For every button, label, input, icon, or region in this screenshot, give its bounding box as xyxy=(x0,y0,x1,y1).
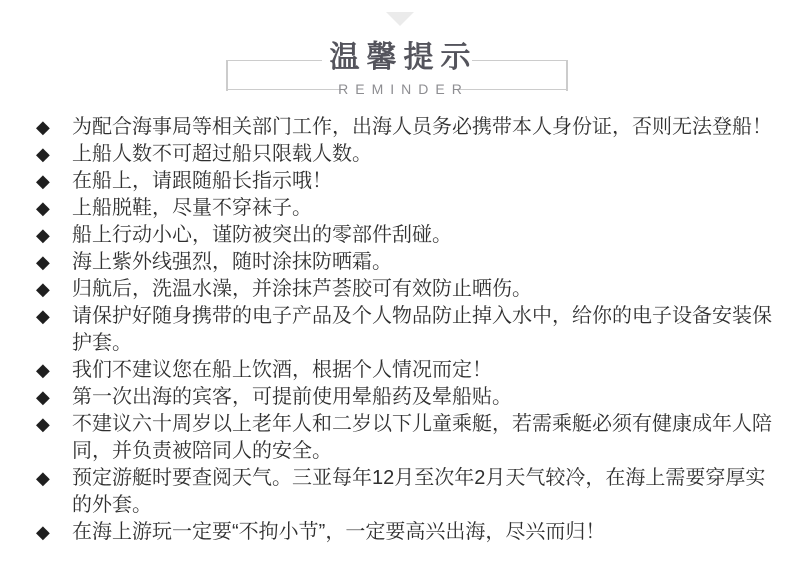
down-triangle-icon xyxy=(386,12,414,26)
list-item xyxy=(36,384,774,411)
tip-text: 第一次出海的宾客，可提前使用晕船药及晕船贴。 xyxy=(72,386,512,408)
diamond-bullet-icon: ◆ xyxy=(36,252,50,272)
tip-text: 不建议六十周岁以上老年人和二岁以下儿童乘艇，若需乘艇必须有健康成年人陪同，并负责被陪同人的安全。 xyxy=(72,413,772,462)
tip-text: 请保护好随身携带的电子产品及个人物品防止掉入水中，给你的电子设备安装保护套。 xyxy=(72,305,772,354)
header xyxy=(0,0,800,104)
tip-text: 在船上，请跟随船长指示哦！ xyxy=(72,170,332,192)
tip-text: 预定游艇时要查阅天气。三亚每年12月至次年2月天气较冷，在海上需要穿厚实的外套。 xyxy=(72,467,766,516)
list-item xyxy=(36,303,774,357)
list-item xyxy=(36,222,774,249)
list-item xyxy=(36,411,774,465)
list-item xyxy=(36,195,774,222)
diamond-bullet-icon: ◆ xyxy=(36,117,50,137)
page-title: 温馨提示 xyxy=(329,41,478,74)
list-item xyxy=(36,114,774,141)
tip-text: 为配合海事局等相关部门工作，出海人员务必携带本人身份证，否则无法登船！ xyxy=(72,116,772,138)
list-item xyxy=(36,168,774,195)
tip-text: 在海上游玩一定要“不拘小节”，一定要高兴出海，尽兴而归！ xyxy=(72,521,606,543)
tip-text: 上船人数不可超过船只限载人数。 xyxy=(72,143,372,165)
diamond-bullet-icon: ◆ xyxy=(36,387,50,407)
diamond-bullet-icon: ◆ xyxy=(36,279,50,299)
tip-text: 我们不建议您在船上饮酒，根据个人情况而定！ xyxy=(72,359,492,381)
tip-text: 上船脱鞋，尽量不穿袜子。 xyxy=(72,197,312,219)
list-item xyxy=(36,519,774,546)
list-item xyxy=(36,276,774,303)
tip-text: 船上行动小心，谨防被突出的零部件刮碰。 xyxy=(72,224,452,246)
page-subtitle: REMINDER xyxy=(338,81,469,97)
diamond-bullet-icon: ◆ xyxy=(36,468,50,488)
diamond-bullet-icon: ◆ xyxy=(36,171,50,191)
tip-text: 海上紫外线强烈，随时涂抹防晒霜。 xyxy=(72,251,392,273)
list-item xyxy=(36,465,774,519)
list-item xyxy=(36,249,774,276)
diamond-bullet-icon: ◆ xyxy=(36,144,50,164)
diamond-bullet-icon: ◆ xyxy=(36,306,50,326)
diamond-bullet-icon: ◆ xyxy=(36,360,50,380)
diamond-bullet-icon: ◆ xyxy=(36,225,50,245)
diamond-bullet-icon: ◆ xyxy=(36,522,50,542)
tip-text: 归航后，洗温水澡，并涂抹芦荟胶可有效防止晒伤。 xyxy=(72,278,532,300)
list-item xyxy=(36,357,774,384)
diamond-bullet-icon: ◆ xyxy=(36,198,50,218)
tips-list xyxy=(0,104,800,546)
diamond-bullet-icon: ◆ xyxy=(36,414,50,434)
list-item xyxy=(36,141,774,168)
